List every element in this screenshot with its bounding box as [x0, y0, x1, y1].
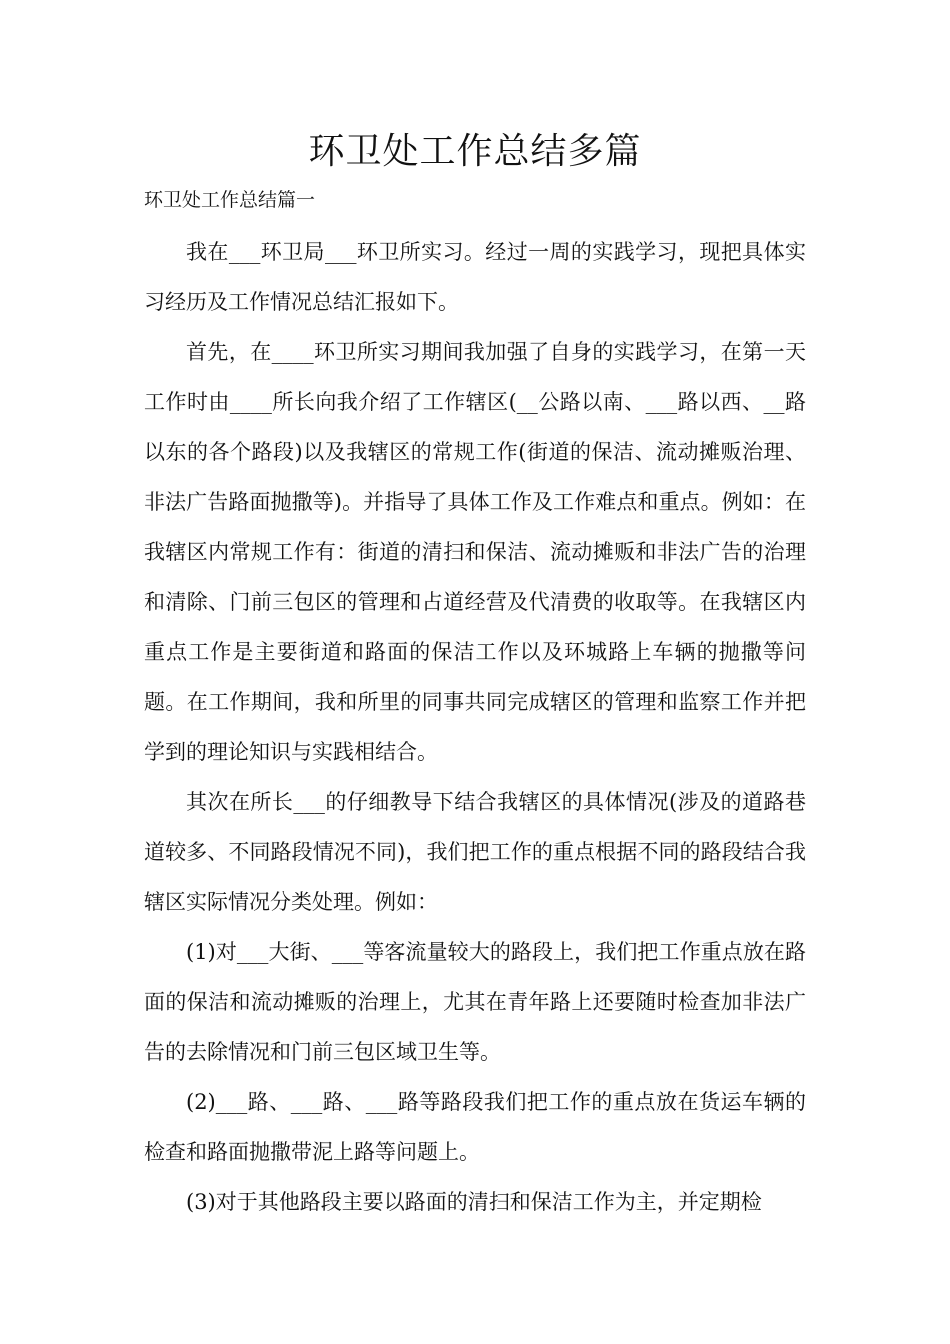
paragraph-first: 首先，在____环卫所实习期间我加强了自身的实践学习，在第一天工作时由____所长向我介绍了工作辖区(__公路以南、___路以西、__路以东的各个路段)以及我辖区的常规工作(街道的保洁、流动摊贩治理、非法广告路面抛撒等)。并指导了具体工作及工作难点和重点。例如：在我辖区内常规工作有：街道的清扫和保洁、流动摊贩和非法广告的治理和清除、门前三包区的管理和占道经营及代清费的收取等。在我辖区内重点工作是主要街道和路面的保洁工作以及环城路上车辆的抛撒等问题。在工作期间，我和所里的同事共同完成辖区的管理和监察工作并把学到的理论知识与实践相结合。: [144, 340, 806, 764]
paragraph-second: 其次在所长___的仔细教导下结合我辖区的具体情况(涉及的道路巷道较多、不同路段情况不同)，我们把工作的重点根据不同的路段结合我辖区实际情况分类处理。例如：: [144, 790, 806, 914]
paragraph-item-3: (3)对于其他路段主要以路面的清扫和保洁工作为主，并定期检: [186, 1190, 762, 1214]
paragraph-item-1: (1)对___大街、___等客流量较大的路段上，我们把工作重点放在路面的保洁和流动摊贩的治理上，尤其在青年路上还要随时检查加非法广告的去除情况和门前三包区域卫生等。: [144, 940, 806, 1064]
section-heading: 环卫处工作总结篇一: [144, 189, 316, 211]
document-body: [144, 227, 806, 1227]
document-title: 环卫处工作总结多篇: [308, 131, 642, 172]
paragraph-intro: 我在___环卫局___环卫所实习。经过一周的实践学习，现把具体实习经历及工作情况总结汇报如下。: [144, 240, 806, 314]
paragraph-item-2: (2)___路、___路、___路等路段我们把工作的重点放在货运车辆的检查和路面抛撒带泥上路等问题上。: [144, 1090, 806, 1164]
